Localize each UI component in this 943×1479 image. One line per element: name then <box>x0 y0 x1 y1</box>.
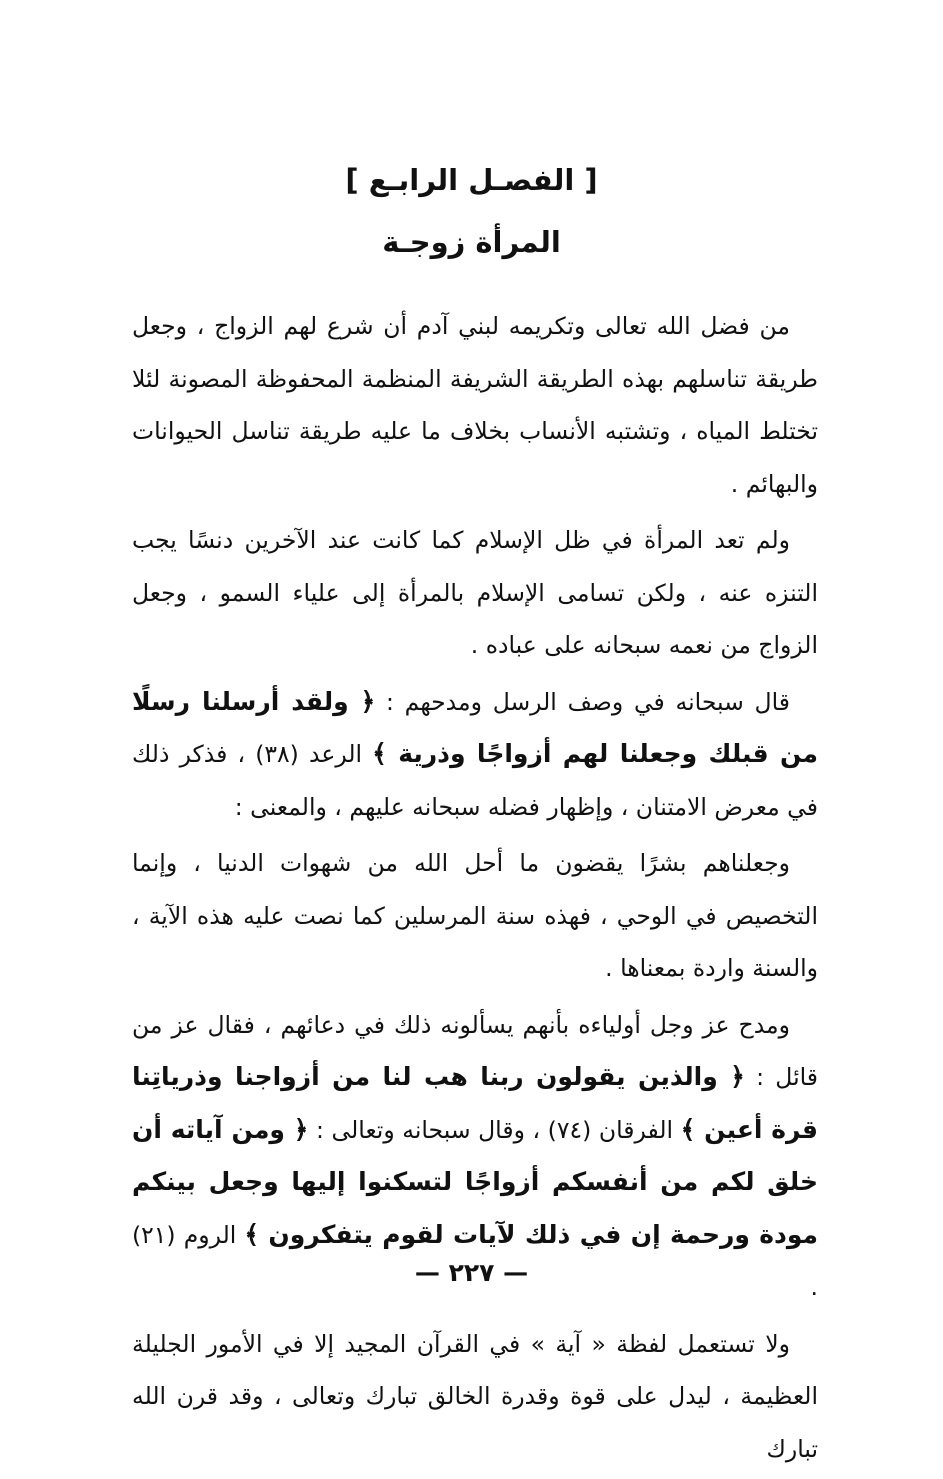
paragraph-3-reference: الرعد (٣٨) ، فذكر ذلك في معرض الامتنان ، وإظهار فضله سبحانه عليهم ، والمعنى : <box>132 740 818 821</box>
body-text <box>132 300 818 1479</box>
quran-verse-raad: ﴿ ولقد أرسلنا رسلًا من قبلك وجعلنا لهم أزواجًا وذرية ﴾ <box>132 686 818 768</box>
page-number: — ٢٢٧ — <box>414 1258 529 1287</box>
paragraph-2: ولم تعد المرأة في ظل الإسلام كما كانت عند الآخرين دنسًا يجب التنزه عنه ، ولكن تسامى الإسلام بالمرأة إلى علياء السمو ، وجعل الزواج من نعمه سبحانه على عباده . <box>132 526 818 659</box>
paragraph-1: من فضل الله تعالى وتكريمه لبني آدم أن شرع لهم الزواج ، وجعل طريقة تناسلهم بهذه الطريقة الشريفة المنظمة المحفوظة المصونة لئلا تختلط المياه ، وتشتبه الأنساب بخلاف ما عليه طريقة تناسل الحيوانات والبهائم . <box>132 312 818 498</box>
paragraph-6: ولا تستعمل لفظة « آية » في القرآن المجيد إلا في الأمور الجليلة العظيمة ، ليدل على قوة وقدرة الخالق تبارك وتعالى ، وقد قرن الله تبارك <box>132 1329 818 1463</box>
quran-verse-furqan: ﴿ والذين يقولون ربنا هب لنا من أزواجنا وذرياتِنا قرة أعين ﴾ <box>132 1062 818 1144</box>
chapter-label: [ الفصـل الرابـع ] <box>345 163 598 197</box>
paragraph-5-reference-2: الروم (٢١) . <box>132 1220 818 1301</box>
paragraph-4: وجعلناهم بشرًا يقضون ما أحل الله من شهوات الدنيا ، وإنما التخصيص في الوحي ، فهذه سنة المرسلين كما نصت عليه هذه الآية ، والسنة واردة بمعناها . <box>132 849 818 982</box>
paragraph-3 <box>132 676 818 834</box>
paragraph-3-intro: قال سبحانه في وصف الرسل ومدحهم : <box>375 687 790 716</box>
quran-verse-rum: ﴿ ومن آياته أن خلق لكم من أنفسكم أزواجًا لتسكنوا إليها وجعل بينكم مودة ورحمة إن في ذلك لآيات لقوم يتفكرون ﴾ <box>132 1114 818 1249</box>
paragraph-5-reference-1: الفرقان (٧٤) ، وقال سبحانه وتعالى : <box>308 1115 681 1144</box>
paragraph-5-intro: ومدح عز وجل أولياءه بأنهم يسألونه ذلك في دعائهم ، فقال عز من قائل : <box>132 1010 819 1091</box>
chapter-title: المرأة زوجـة <box>382 225 561 259</box>
